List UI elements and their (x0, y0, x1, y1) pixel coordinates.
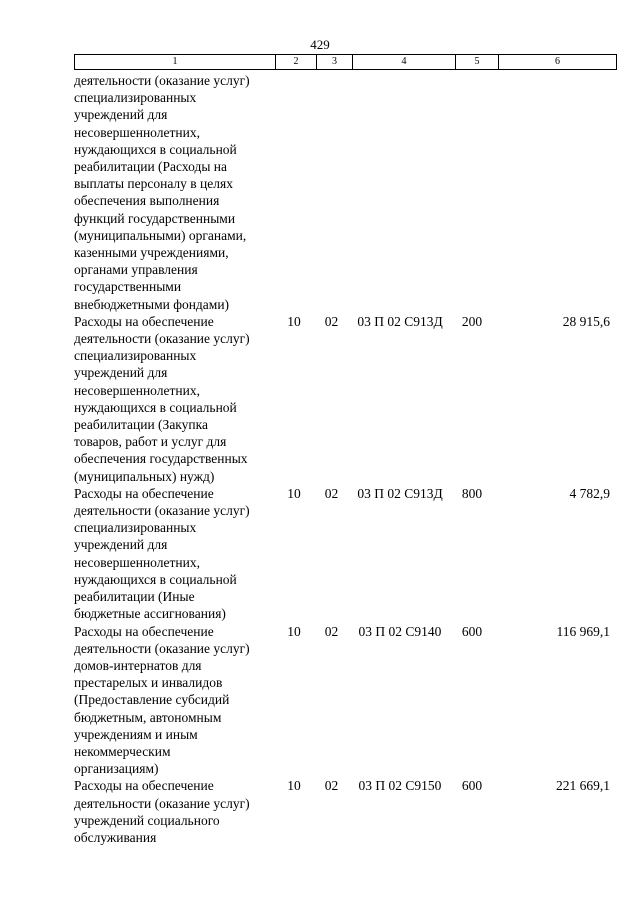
row-amount: 221 669,1 (556, 778, 610, 794)
row-description: Расходы на обеспечение деятельности (оказание услуг) домов-интернатов для престарелых и инвалидов (Предоставление субсидий бюджетным, автономным учреждениям и иным некоммерческим организациям) (74, 623, 250, 777)
column-header-5: 5 (456, 55, 499, 70)
row-expense-type: 600 (461, 778, 483, 794)
column-header-6: 6 (499, 55, 617, 70)
table-row (74, 623, 610, 778)
column-header-2: 2 (276, 55, 317, 70)
row-description: Расходы на обеспечение деятельности (оказание услуг) специализированных учреждений для несовершеннолетних, нуждающихся в социальной реабилитации (Закупка товаров, работ и услуг для обеспечения государственных (муниципальных) нужд) (74, 313, 250, 484)
budget-table-body (74, 72, 610, 846)
column-header-table (74, 54, 617, 70)
table-row (74, 72, 610, 313)
row-expense-type: 200 (461, 313, 483, 329)
row-amount: 116 969,1 (556, 623, 610, 639)
table-row (74, 777, 610, 846)
row-section: 10 (287, 313, 301, 329)
row-subsection: 02 (324, 313, 339, 329)
table-row (74, 313, 610, 485)
column-header-row (75, 55, 617, 70)
row-section: 10 (287, 485, 301, 501)
column-header-4: 4 (353, 55, 456, 70)
row-expense-type: 600 (461, 623, 483, 639)
row-description: деятельности (оказание услуг) специализированных учреждений для несовершеннолетних, нуждающихся в социальной реабилитации (Расходы на выплаты персоналу в целях обеспечения выполнения функций государственными (муниципальными) органами, казенными учреждениями, органами управления государственными внебюджетными фондами) (74, 73, 250, 312)
row-subsection: 02 (324, 623, 339, 639)
row-target-article: 03 П 02 С913Д (357, 485, 443, 501)
row-target-article: 03 П 02 С9140 (358, 623, 442, 639)
row-target-article: 03 П 02 С913Д (357, 313, 443, 329)
row-section: 10 (287, 623, 301, 639)
table-row (74, 485, 610, 623)
row-amount: 4 782,9 (569, 485, 610, 501)
column-header-3: 3 (317, 55, 353, 70)
row-amount: 28 915,6 (562, 313, 610, 329)
page-number: 429 (310, 37, 330, 52)
row-description: Расходы на обеспечение деятельности (оказание услуг) учреждений социального обслуживания (74, 778, 250, 845)
row-expense-type: 800 (461, 485, 483, 501)
column-header-1: 1 (75, 55, 276, 70)
row-section: 10 (287, 778, 301, 794)
row-target-article: 03 П 02 С9150 (358, 778, 442, 794)
row-subsection: 02 (324, 485, 339, 501)
row-subsection: 02 (324, 778, 339, 794)
row-description: Расходы на обеспечение деятельности (оказание услуг) специализированных учреждений для несовершеннолетних, нуждающихся в социальной реабилитации (Иные бюджетные ассигнования) (74, 485, 250, 622)
